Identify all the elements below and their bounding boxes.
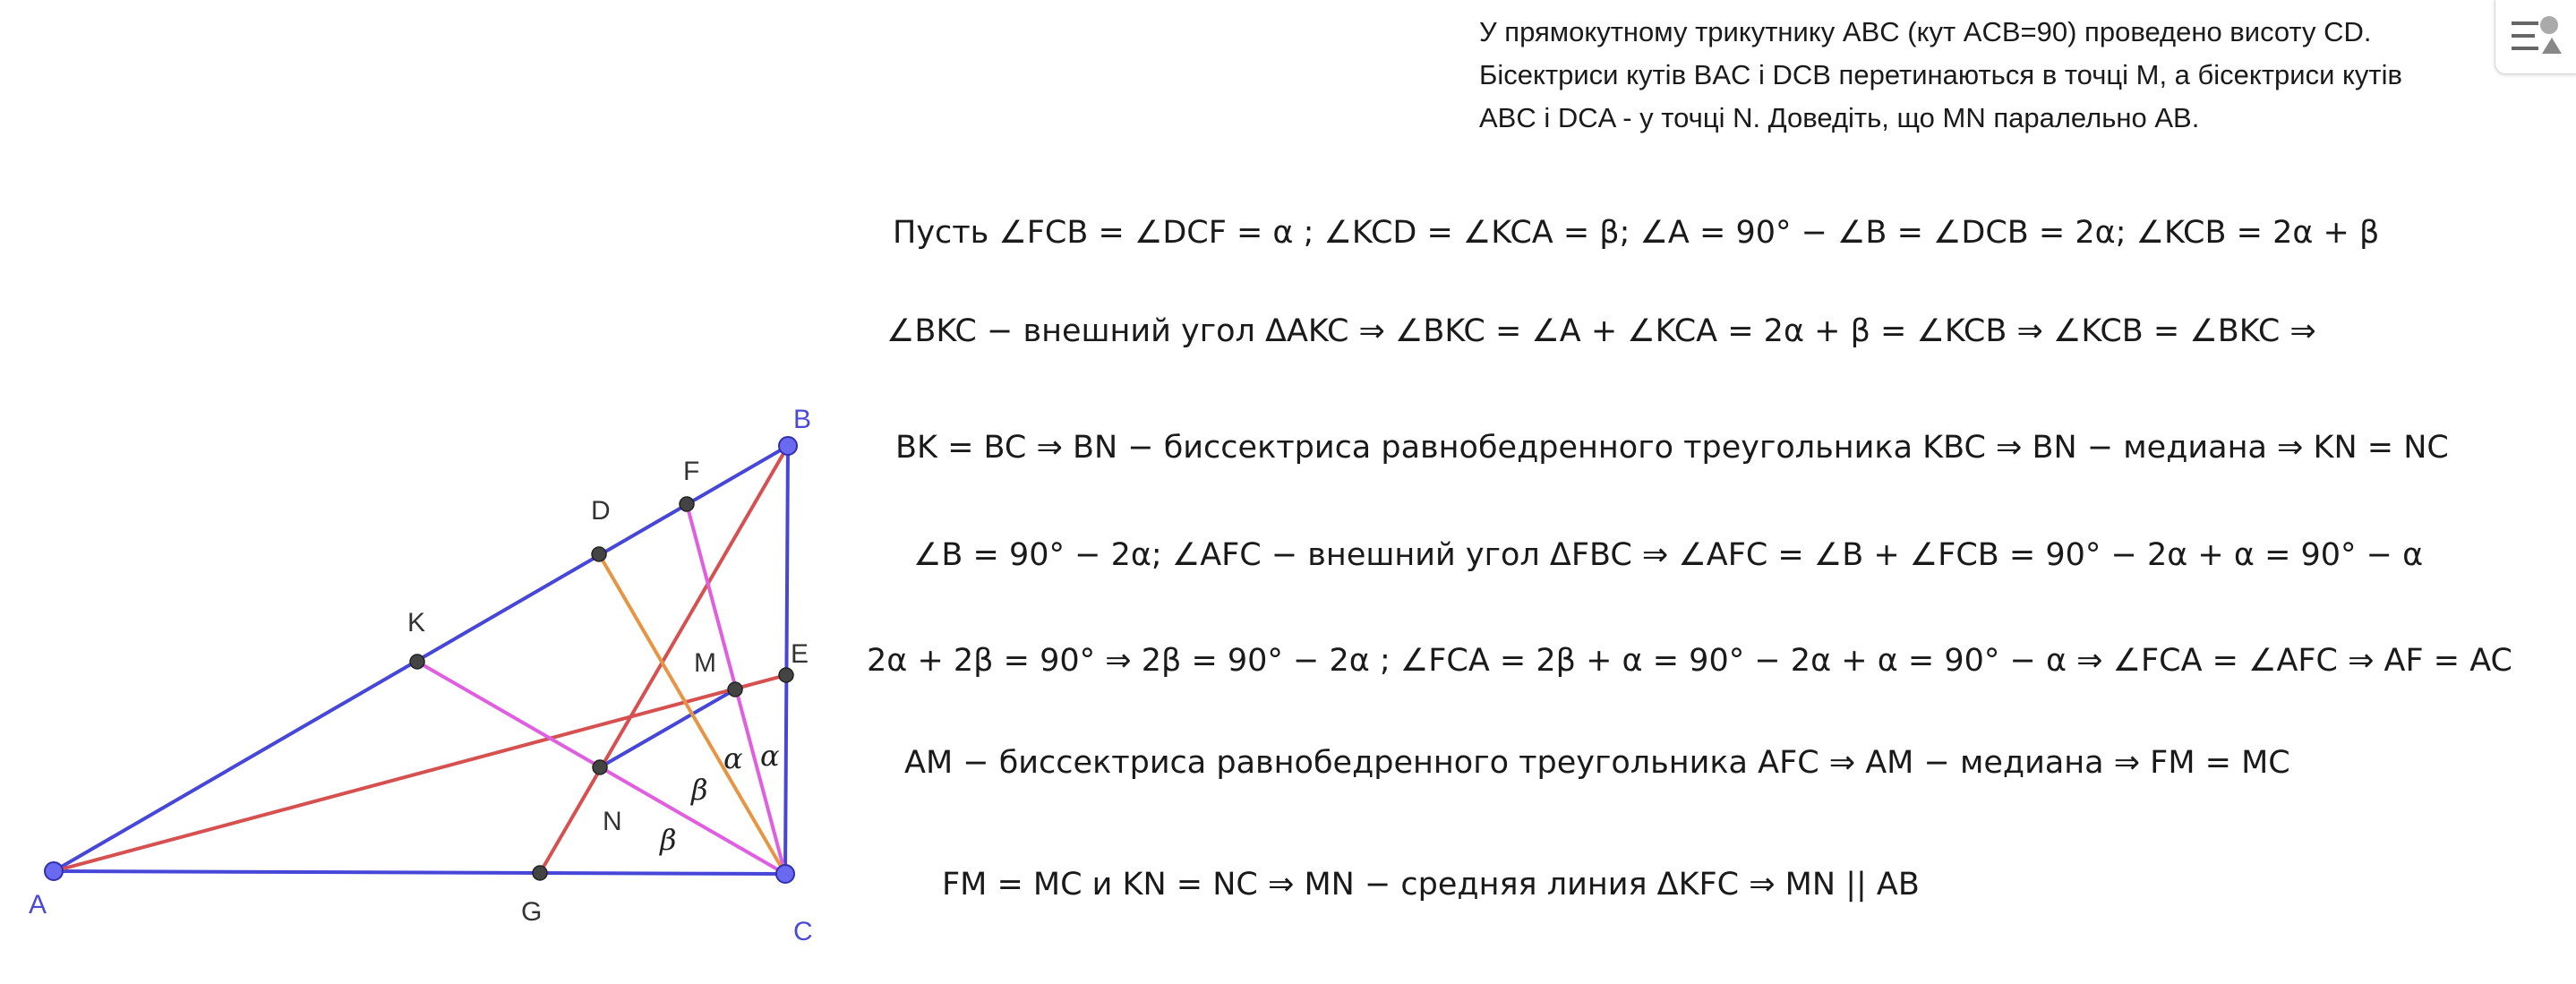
altitude-cd bbox=[599, 554, 785, 874]
vertex-b[interactable] bbox=[779, 437, 797, 455]
point-m[interactable] bbox=[728, 682, 742, 697]
label-c: C bbox=[793, 917, 813, 946]
problem-statement bbox=[1479, 11, 2464, 140]
point-f[interactable] bbox=[680, 497, 694, 511]
menu-button[interactable] bbox=[2495, 0, 2576, 74]
angle-label-beta-2: β bbox=[660, 823, 677, 857]
side-ac bbox=[54, 871, 785, 874]
vertex-a[interactable] bbox=[45, 862, 63, 880]
point-e[interactable] bbox=[779, 668, 793, 682]
label-a: A bbox=[29, 890, 47, 920]
side-bc bbox=[785, 446, 788, 874]
solution-line-4: ∠B = 90° − 2α; ∠AFC − внешний угол ΔFBC ⇒ ∠AFC = ∠B + ∠FCB = 90° − 2α + α = 90° − α bbox=[913, 537, 2424, 573]
angle-label-beta-1: β bbox=[691, 773, 708, 807]
label-n: N bbox=[603, 807, 622, 836]
label-e: E bbox=[791, 639, 809, 669]
label-f: F bbox=[683, 457, 700, 486]
menu-icon bbox=[2495, 0, 2576, 73]
point-n[interactable] bbox=[593, 760, 607, 774]
problem-line: ABC і DCA - у точці N. Доведіть, що MN паралельно AB. bbox=[1479, 102, 2200, 133]
vertex-c[interactable] bbox=[776, 865, 794, 883]
solution-line-7: FM = MC и KN = NC ⇒ MN − средняя линия ΔKFC ⇒ MN || AB bbox=[942, 867, 1920, 903]
angle-label-alpha-2: α bbox=[760, 739, 780, 773]
point-d[interactable] bbox=[592, 547, 606, 561]
problem-line: У прямокутному трикутнику ABC (кут ACB=90) проведено висоту CD. bbox=[1479, 16, 2372, 47]
angle-label-alpha-1: α bbox=[723, 741, 743, 775]
label-b: B bbox=[793, 405, 812, 434]
label-d: D bbox=[591, 496, 611, 526]
label-m: M bbox=[694, 648, 716, 678]
point-k[interactable] bbox=[410, 655, 424, 669]
segment-bg bbox=[540, 446, 788, 873]
solution-line-5: 2α + 2β = 90° ⇒ 2β = 90° − 2α ; ∠FCA = 2β + α = 90° − 2α + α = 90° − α ⇒ ∠FCA = ∠AFC ⇒ AF = AC bbox=[867, 643, 2512, 679]
label-k: K bbox=[407, 608, 426, 637]
label-g: G bbox=[521, 897, 543, 927]
solution-line-1: Пусть ∠FCB = ∠DCF = α ; ∠KCD = ∠KCA = β; ∠A = 90° − ∠B = ∠DCB = 2α; ∠KCB = 2α + β bbox=[893, 215, 2380, 251]
point-g[interactable] bbox=[533, 866, 547, 880]
solution-line-6: AM − биссектриса равнобедренного треугольника AFC ⇒ AM − медиана ⇒ FM = MC bbox=[904, 745, 2290, 781]
problem-line: Бісектриси кутів BAC і DCB перетинаються в точці M, а бісектриси кутів bbox=[1479, 59, 2402, 90]
solution-line-3: BK = BC ⇒ BN − биссектриса равнобедренного треугольника KBC ⇒ BN − медиана ⇒ KN = NC bbox=[895, 430, 2449, 466]
solution-line-2: ∠BKC − внешний угол ΔAKC ⇒ ∠BKC = ∠A + ∠KCA = 2α + β = ∠KCB ⇒ ∠KCB = ∠BKC ⇒ bbox=[886, 313, 2316, 349]
